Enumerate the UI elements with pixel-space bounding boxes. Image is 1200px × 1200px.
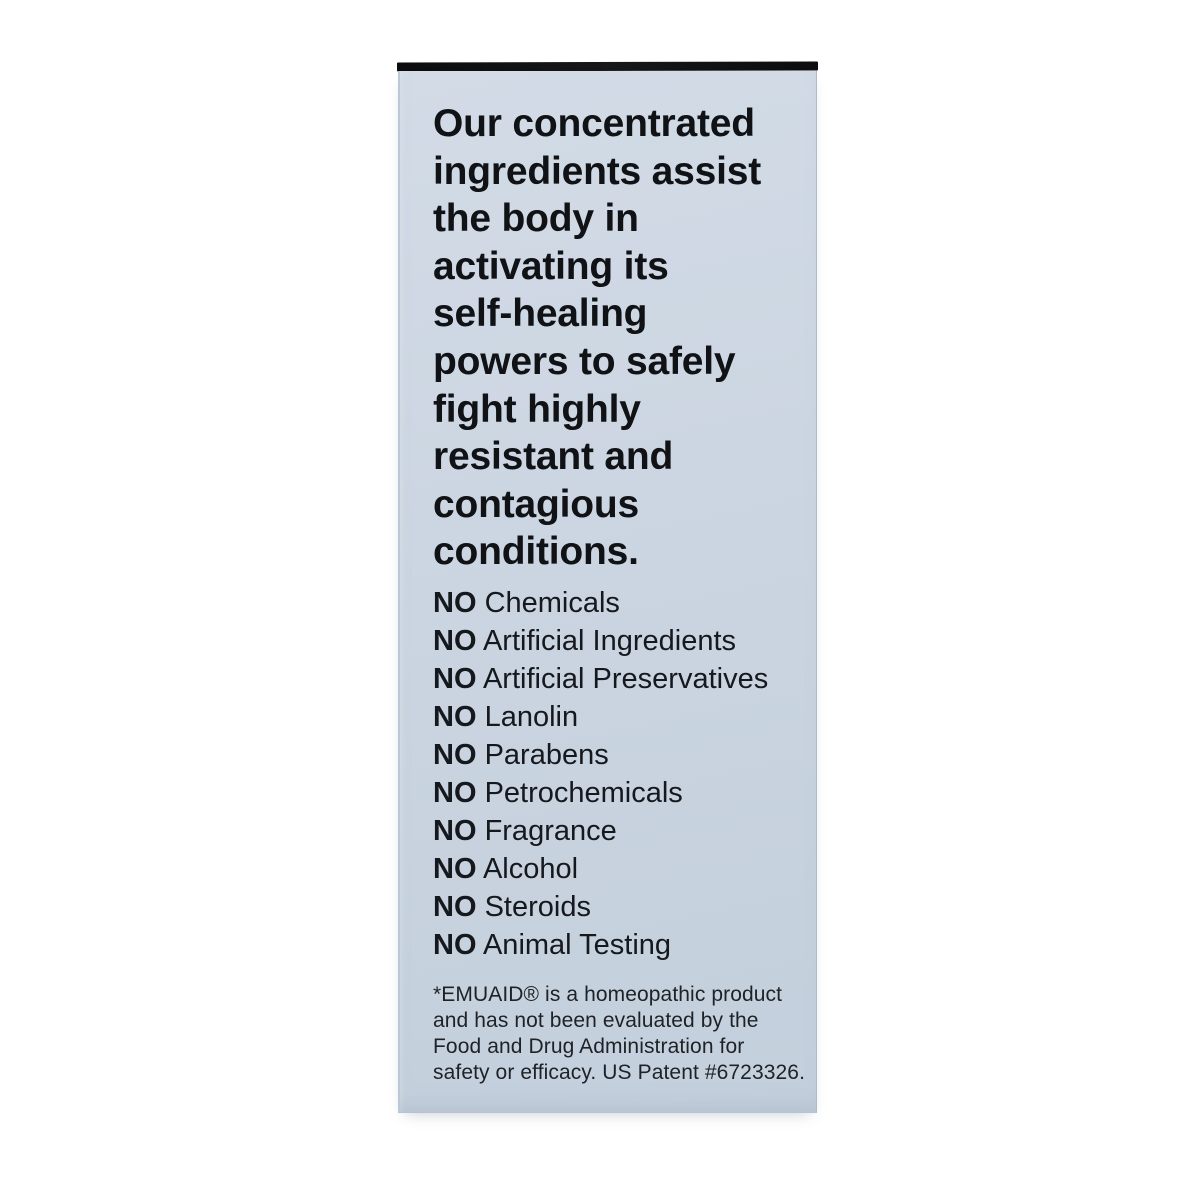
headline-line: powers to safely bbox=[433, 339, 736, 383]
claim-no-prefix: NO bbox=[433, 625, 477, 657]
headline-line: fight highly bbox=[433, 387, 641, 431]
claim-label: Fragrance bbox=[484, 815, 617, 847]
headline-line: Our concentrated bbox=[433, 102, 755, 145]
claim-no-prefix: NO bbox=[433, 777, 477, 809]
claim-item bbox=[433, 850, 768, 888]
claim-no-prefix: NO bbox=[433, 739, 477, 771]
claim-label: Petrochemicals bbox=[484, 777, 683, 809]
claim-label: Animal Testing bbox=[482, 929, 672, 961]
disclaimer-line: *EMUAID® is a homeopathic product bbox=[433, 983, 783, 1006]
claim-label: Steroids bbox=[484, 891, 591, 923]
headline bbox=[433, 100, 761, 576]
claim-no-prefix: NO bbox=[433, 815, 477, 847]
claim-label: Artificial Ingredients bbox=[482, 625, 737, 657]
claim-no-prefix: NO bbox=[433, 587, 477, 619]
claim-no-prefix: NO bbox=[433, 929, 477, 961]
disclaimer bbox=[433, 982, 805, 1086]
claim-no-prefix: NO bbox=[433, 853, 477, 885]
headline-line: ingredients assist bbox=[433, 149, 762, 193]
headline-line: the body in bbox=[433, 197, 639, 241]
claim-label: Parabens bbox=[484, 739, 609, 771]
claim-no-prefix: NO bbox=[433, 891, 477, 923]
claim-label: Alcohol bbox=[482, 853, 579, 885]
box-side-panel bbox=[398, 71, 817, 1113]
claim-item bbox=[433, 622, 768, 660]
claim-label: Lanolin bbox=[484, 701, 579, 733]
claim-item bbox=[433, 584, 768, 622]
headline-line: activating its bbox=[433, 244, 669, 288]
claim-item bbox=[433, 698, 768, 736]
disclaimer-line: and has not been evaluated by the bbox=[433, 1009, 759, 1032]
claim-item bbox=[433, 888, 768, 926]
disclaimer-line: safety or efficacy. US Patent #6723326. bbox=[433, 1061, 806, 1084]
claim-no-prefix: NO bbox=[433, 663, 477, 695]
product-box bbox=[398, 62, 817, 1113]
disclaimer-line: Food and Drug Administration for bbox=[433, 1035, 745, 1058]
headline-line: contagious bbox=[433, 482, 640, 526]
claim-item bbox=[433, 774, 768, 812]
claim-item bbox=[433, 812, 768, 850]
claim-no-prefix: NO bbox=[433, 701, 477, 733]
claim-label: Artificial Preservatives bbox=[482, 663, 769, 695]
headline-line: self-healing bbox=[433, 292, 648, 336]
headline-line: conditions. bbox=[433, 530, 639, 574]
claim-label: Chemicals bbox=[484, 587, 620, 619]
claim-item bbox=[433, 660, 768, 698]
claim-item bbox=[433, 926, 768, 964]
claim-item bbox=[433, 736, 768, 774]
headline-line: resistant and bbox=[433, 435, 674, 479]
no-claims-list bbox=[433, 584, 768, 964]
